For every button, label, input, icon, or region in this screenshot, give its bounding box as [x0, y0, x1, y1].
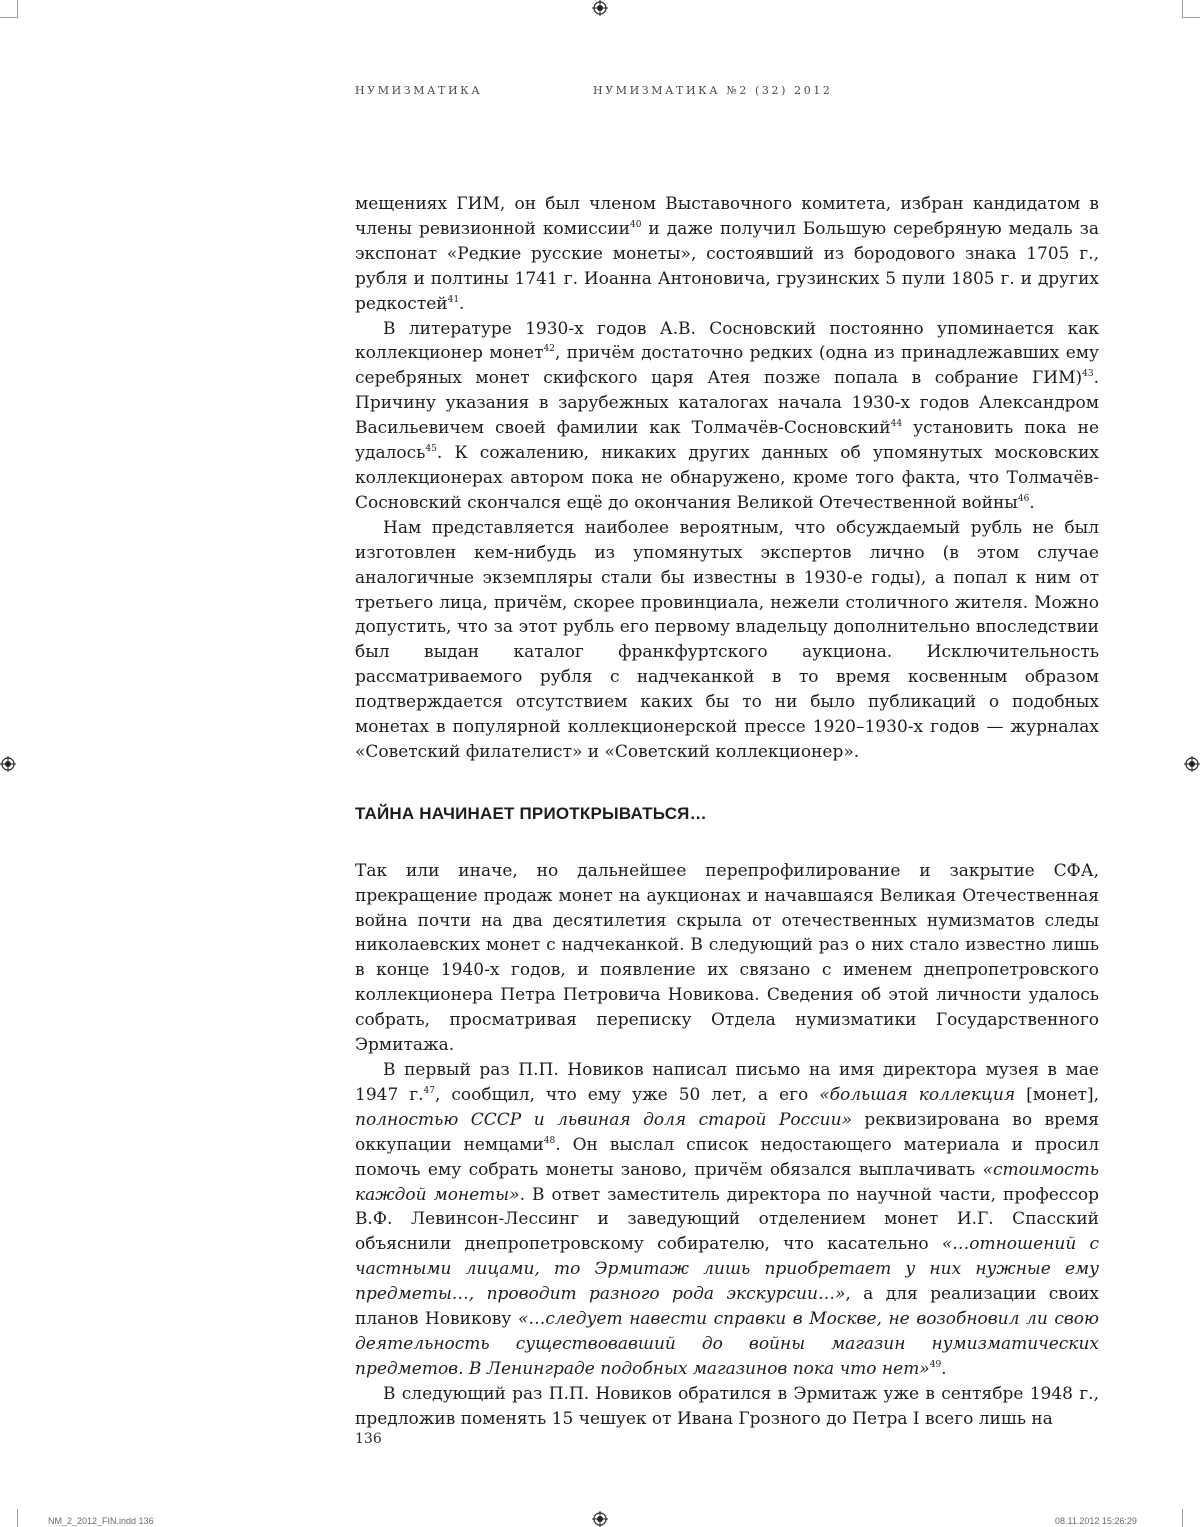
crop-mark	[17, 0, 18, 18]
quote-italic: «…отношений с частными лицами, то Эрмитаж лишь приобретает у них нужные ему предметы…, проводит разного рода экскурсии…»	[355, 1234, 1099, 1305]
text-run: и даже получил Большую серебряную медаль за экспонат «Редкие русские монеты», состоявший из бородового знака 1705 г., рубля и полтины 1741 г. Иоанна Антоновича, грузинских 5 пули 1805 г. и других редкостей	[355, 218, 1100, 314]
text-run: В первый раз П.П. Новиков написал письмо на имя директора музея в мае 1947 г.	[355, 1060, 1099, 1105]
footnote-ref: 43	[1082, 369, 1094, 380]
footnote-ref: 47	[423, 1085, 435, 1096]
crop-mark	[1182, 17, 1200, 18]
text-run: . В ответ заместитель директора по научной части, профессор В.Ф. Левинсон-Лессинг и заведующий отделением монет И.Г. Спасский объяснили днепропетровскому собирателю, что касательно	[355, 1184, 1099, 1255]
text-run: В литературе 1930-х годов А.В. Сосновский постоянно упоминается как коллекционер монет	[355, 318, 1099, 364]
paragraph	[355, 516, 1099, 765]
text-run: , причём достаточно редких (одна из принадлежавших ему серебряных монет скифского царя Атея позже попала в собрание ГИМ)	[355, 343, 1099, 389]
footnote-ref: 40	[629, 219, 642, 230]
article-body	[355, 192, 1099, 1432]
footnote-ref: 45	[425, 444, 437, 455]
quote-italic: полностью СССР и львиная доля старой России»	[355, 1109, 852, 1130]
registration-mark-icon	[592, 1511, 608, 1527]
footnote-ref: 48	[543, 1135, 556, 1146]
text-run: [монет],	[1015, 1084, 1099, 1105]
paragraph	[355, 317, 1099, 516]
text-run: .	[1029, 492, 1035, 513]
crop-mark	[0, 17, 18, 18]
paragraph-group	[355, 192, 1099, 765]
text-run: .	[941, 1358, 947, 1379]
text-run: , а для реализации своих планов Новикову	[355, 1284, 1099, 1330]
quote-italic: «стоимость каждой монеты»	[355, 1159, 1099, 1205]
text-run: . Он выслал список недостающего материала и просил помочь ему собрать монеты заново, причём обязался выплачивать	[355, 1134, 1099, 1180]
registration-mark-icon	[1184, 756, 1200, 772]
footnote-ref: 46	[1017, 493, 1030, 504]
paragraph-group	[355, 859, 1099, 1432]
registration-mark-icon	[0, 756, 16, 772]
slug-timestamp: 08.11.2012 15:26:29	[1055, 1516, 1137, 1526]
page-number: 136	[355, 1431, 382, 1447]
footnote-ref: 44	[890, 419, 903, 430]
crop-mark	[1182, 0, 1183, 18]
paragraph	[355, 1382, 1099, 1432]
text-run: , сообщил, что ему уже 50 лет, а его	[435, 1084, 820, 1105]
paragraph	[355, 1058, 1099, 1382]
text-run: В следующий раз П.П. Новиков обратился в Эрмитаж уже в сентябре 1948 г., предложив поменять 15 чешуек от Ивана Грозного до Петра I всего лишь на	[355, 1383, 1099, 1429]
footnote-ref: 42	[543, 344, 555, 355]
footnote-ref: 49	[929, 1359, 942, 1370]
text-run: реквизирована во время оккупации немцами	[355, 1109, 1099, 1155]
text-run: Нам представляется наиболее вероятным, что обсуждаемый рубль не был изготовлен кем-нибудь из упомянутых экспертов лично (в этом случае аналогичные экземпляры стали бы известны в 1930-е годы), а попал к ним от третьего лица, причём, скорее провинциала, нежели столичного жителя. Можно допустить, что за этот рубль его первому владельцу дополнительно впоследствии был выдан каталог франкфуртского аукциона. Исключительность рассматриваемого рубля с надчеканкой в то время косвенным образом подтверждается отсутствием каких бы то ни было публикаций о подобных монетах в популярной коллекционерской прессе 1920–1930-х годов — журналах «Советский филателист» и «Советский коллекционер».	[355, 517, 1099, 762]
paragraph	[355, 859, 1099, 1058]
text-run: установить пока не удалось	[355, 418, 1100, 464]
section-heading: ТАЙНА НАЧИНАЕТ ПРИОТКРЫВАТЬСЯ…	[355, 803, 707, 823]
paragraph	[355, 192, 1099, 317]
registration-mark-icon	[592, 0, 608, 16]
quote-italic: «большая коллекция	[819, 1084, 1016, 1105]
quote-italic: «…следует навести справки в Москве, не возобновил ли свою деятельность существовавший до войны магазин нумизматических предметов. В Ленинграде подобных магазинов пока что нет»	[355, 1309, 1100, 1379]
slug-filename: NM_2_2012_FIN.indd 136	[48, 1516, 154, 1526]
crop-mark	[17, 1509, 18, 1527]
text-run: .	[459, 293, 465, 314]
text-run: . К сожалению, никаких других данных об упомянутых московских коллекционерах автором пока не обнаружено, кроме того факта, что Толмачёв-Сосновский скончался ещё до окончания Великой Отечественной войны	[355, 443, 1099, 513]
text-run: мещениях ГИМ, он был членом Выставочного комитета, избран кандидатом в члены ревизионной комиссии	[355, 194, 1099, 239]
text-run: . Причину указания в зарубежных каталогах начала 1930-х годов Александром Васильевичем своей фамилии как Толмачёв-Сосновский	[355, 368, 1099, 439]
crop-mark	[1182, 1509, 1183, 1527]
running-head-issue: НУМИЗМАТИКА №2 (32) 2012	[593, 84, 833, 97]
footnote-ref: 41	[447, 294, 460, 305]
text-run: Так или иначе, но дальнейшее перепрофилирование и закрытие СФА, прекращение продаж монет на аукционах и начавшаяся Великая Отечественная война почти на два десятилетия скрыла от отечественных нумизматов следы николаевских монет с надчеканкой. В следующий раз о них стало известно лишь в конце 1940-х годов, и появление их связано с именем днепропетровского коллекционера Петра Петровича Новикова. Сведения об этой личности удалось собрать, просматривая переписку Отдела нумизматики Государственного Эрмитажа.	[355, 860, 1099, 1056]
running-head-section: НУМИЗМАТИКА	[355, 84, 483, 97]
